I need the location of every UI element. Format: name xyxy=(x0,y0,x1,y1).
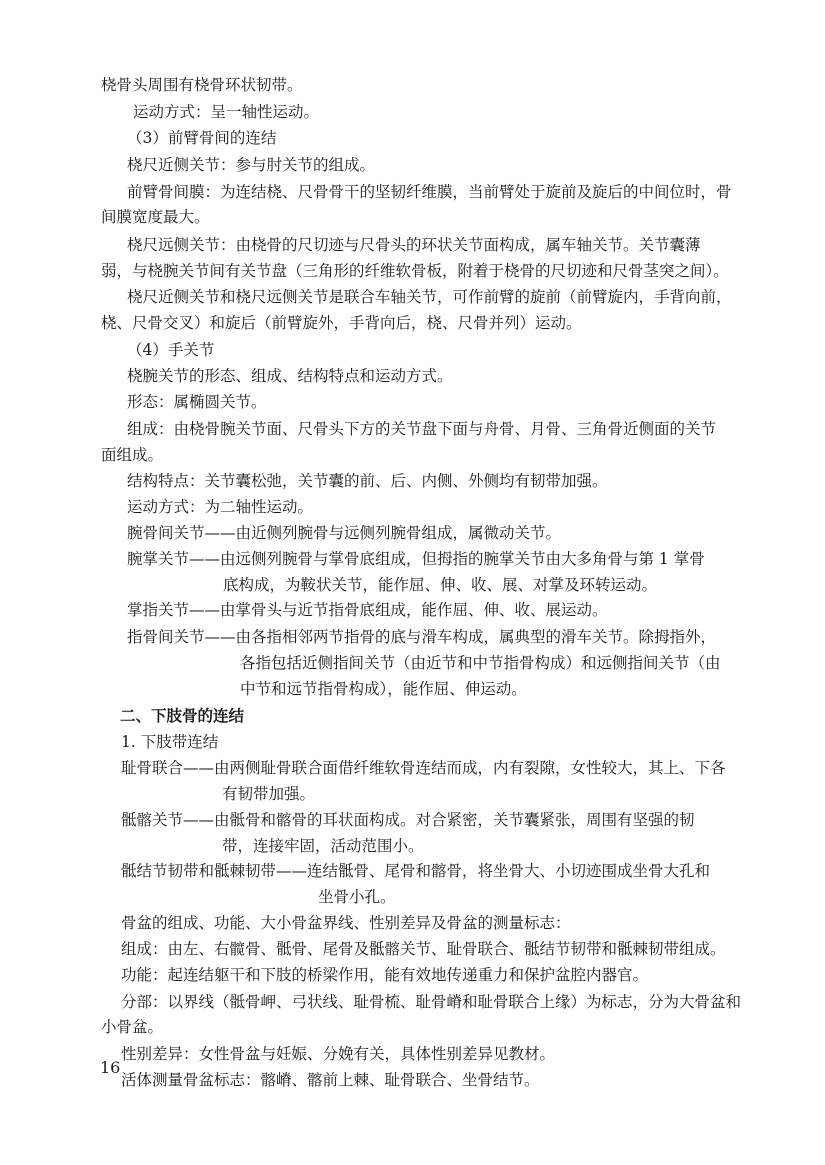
text-line: 桡尺近侧关节和桡尺远侧关节是联合车轴关节，可作前臂的旋前（前臂旋内，手背向前， xyxy=(127,288,732,306)
text-line: 面组成。 xyxy=(101,446,164,464)
text-line: 中节和远节指骨构成），能作屈、伸运动。 xyxy=(240,680,527,698)
section-heading: 1. 下肢带连结 xyxy=(121,733,219,751)
section-heading: （3）前臂骨间的连结 xyxy=(127,129,277,147)
text-line: 桡骨头周围有桡骨环状韧带。 xyxy=(101,76,303,94)
section-heading: 二、下肢骨的连结 xyxy=(120,706,245,725)
text-line: 腕骨间关节——由近侧列腕骨与远侧列腕骨组成，属微动关节。 xyxy=(127,524,562,542)
text-line: 组成：由左、右髋骨、骶骨、尾骨及骶髂关节、耻骨联合、骶结节韧带和骶棘韧带组成。 xyxy=(121,940,726,958)
text-line: 耻骨联合——由两侧耻骨联合面借纤维软骨连结而成，内有裂隙，女性较大，其上、下各 xyxy=(121,759,726,777)
text-line: 有韧带加强。 xyxy=(222,785,316,803)
text-line: 桡、尺骨交叉）和旋后（前臂旋外，手背向后，桡、尺骨并列）运动。 xyxy=(101,314,582,332)
text-line: 结构特点：关节囊松弛，关节囊的前、后、内侧、外侧均有韧带加强。 xyxy=(127,472,608,490)
text-line: 底构成，为鞍状关节，能作屈、伸、收、展、对掌及环转运动。 xyxy=(223,576,658,594)
text-line: 桡尺近侧关节：参与肘关节的组成。 xyxy=(127,156,376,174)
page-number: 16 xyxy=(100,1058,121,1077)
text-line: 带，连接牢固，活动范围小。 xyxy=(222,837,424,855)
text-line: 运动方式：呈一轴性运动。 xyxy=(133,103,320,121)
text-line: 性别差异：女性骨盆与妊娠、分娩有关，具体性别差异见教材。 xyxy=(121,1045,556,1063)
text-line: 坐骨小孔。 xyxy=(318,888,396,906)
text-line: 活体测量骨盆标志：髂嵴、髂前上棘、耻骨联合、坐骨结节。 xyxy=(121,1071,540,1089)
section-heading: （4）手关节 xyxy=(127,341,215,359)
text-line: 前臂骨间膜：为连结桡、尺骨骨干的坚韧纤维膜，当前臂处于旋前及旋后的中间位时，骨 xyxy=(127,183,732,201)
text-line: 分部：以界线（骶骨岬、弓状线、耻骨梳、耻骨嵴和耻骨联合上缘）为标志，分为大骨盆和 xyxy=(121,993,742,1011)
text-line: 骶髂关节——由骶骨和髂骨的耳状面构成。对合紧密，关节囊紧张，周围有坚强的韧 xyxy=(121,811,695,829)
text-line: 小骨盆。 xyxy=(101,1018,164,1036)
text-line: 腕掌关节——由远侧列腕骨与掌骨底组成，但拇指的腕掌关节由大多角骨与第 1 掌骨 xyxy=(127,550,705,568)
text-line: 桡尺远侧关节：由桡骨的尺切迹与尺骨头的环状关节面构成，属车轴关节。关节囊薄 xyxy=(127,236,701,254)
text-line: 间膜宽度最大。 xyxy=(101,208,210,226)
text-line: 运动方式：为二轴性运动。 xyxy=(127,498,314,516)
text-line: 骶结节韧带和骶棘韧带——连结骶骨、尾骨和髂骨，将坐骨大、小切迹围成坐骨大孔和 xyxy=(121,862,711,880)
text-line: 各指包括近侧指间关节（由近节和中节指骨构成）和远侧指间关节（由 xyxy=(240,654,721,672)
text-line: 骨盆的组成、功能、大小骨盆界线、性别差异及骨盆的测量标志： xyxy=(121,914,571,932)
text-line: 组成：由桡骨腕关节面、尺骨头下方的关节盘下面与舟骨、月骨、三角骨近侧面的关节 xyxy=(127,420,717,438)
text-line: 功能：起连结躯干和下肢的桥梁作用，能有效地传递重力和保护盆腔内器官。 xyxy=(121,966,649,984)
text-line: 弱，与桡腕关节间有关节盘（三角形的纤维软骨板，附着于桡骨的尺切迹和尺骨茎突之间）。 xyxy=(101,262,729,280)
text-line: 形态：属椭圆关节。 xyxy=(127,393,267,411)
text-line: 掌指关节——由掌骨头与近节指骨底组成，能作屈、伸、收、展运动。 xyxy=(127,601,608,619)
text-line: 桡腕关节的形态、组成、结构特点和运动方式。 xyxy=(127,367,453,385)
text-line: 指骨间关节——由各指相邻两节指骨的底与滑车构成，属典型的滑车关节。除拇指外， xyxy=(127,628,717,646)
